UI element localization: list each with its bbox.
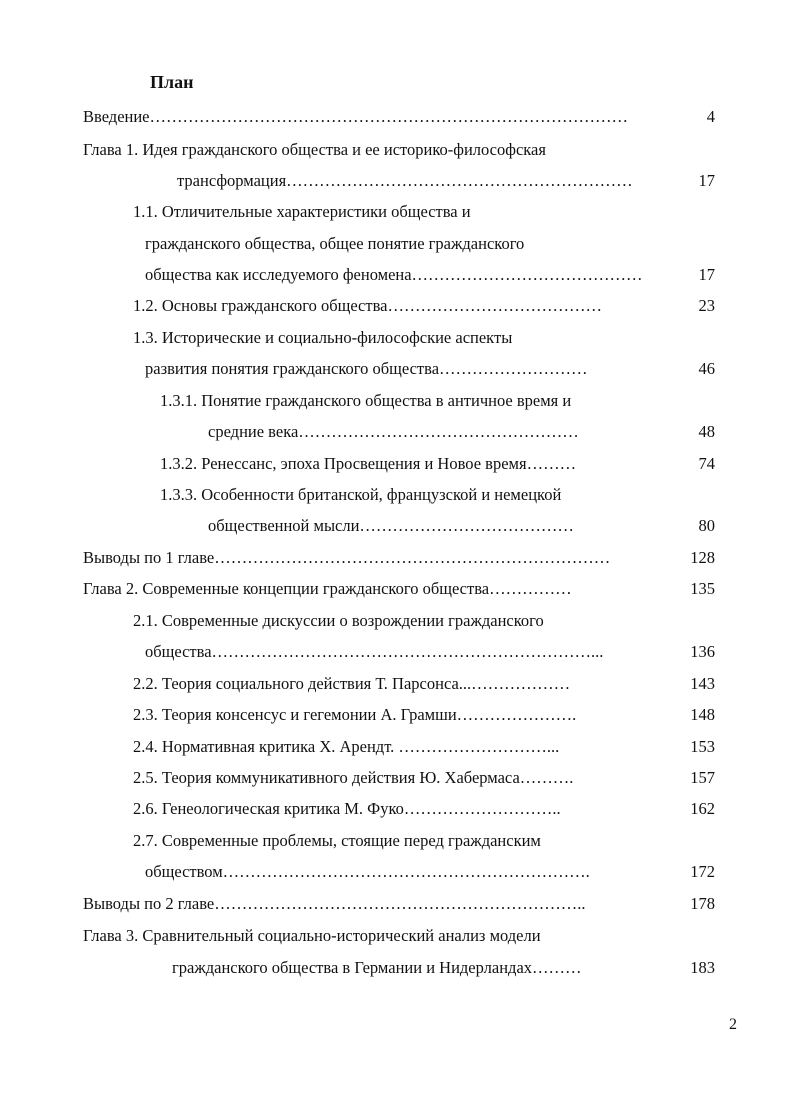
toc-line: развития понятия гражданского общества……………………… bbox=[145, 359, 588, 378]
toc-line: 1.3. Исторические и социально-философские аспекты bbox=[133, 328, 513, 347]
toc-page-number: 162 bbox=[690, 799, 715, 818]
toc-line: 1.2. Основы гражданского общества………………………………… bbox=[133, 296, 602, 315]
toc-page-number: 17 bbox=[698, 265, 715, 284]
toc-page-number: 157 bbox=[690, 768, 715, 787]
toc-page-number: 46 bbox=[698, 359, 715, 378]
toc-line: 2.3. Теория консенсус и гегемонии А. Грамши…………………. bbox=[133, 705, 577, 724]
toc-page-number: 136 bbox=[690, 642, 715, 661]
toc-line: 2.5. Теория коммуникативного действия Ю. Хабермаса………. bbox=[133, 768, 574, 787]
toc-line: 1.3.1. Понятие гражданского общества в античное время и bbox=[160, 391, 572, 410]
toc-page-number: 153 bbox=[690, 737, 715, 756]
toc-line: общества……………………………………………………………... bbox=[145, 642, 604, 661]
toc-line: трансформация……………………………………………………… bbox=[177, 171, 633, 190]
toc-page-number: 4 bbox=[706, 107, 715, 126]
toc-line: 2.1. Современные дискуссии о возрождении гражданского bbox=[133, 611, 544, 630]
toc-line: Глава 1. Идея гражданского общества и ее историко-философская bbox=[83, 140, 546, 159]
toc-page-number: 135 bbox=[690, 579, 715, 598]
toc-line: Глава 3. Сравнительный социально-исторический анализ модели bbox=[83, 926, 541, 945]
toc-line: средние века…………………………………………… bbox=[208, 422, 579, 441]
toc-line: Выводы по 1 главе……………………………………………………………… bbox=[83, 548, 611, 567]
toc-line: гражданского общества, общее понятие гражданского bbox=[145, 234, 525, 253]
toc-line: обществом…………………………………………………………. bbox=[145, 862, 590, 881]
page-number: 2 bbox=[729, 1016, 737, 1033]
toc-line: 2.2. Теория социального действия Т. Парсонса...……………… bbox=[133, 674, 571, 693]
toc-page-number: 17 bbox=[698, 171, 715, 190]
toc-line: 1.3.2. Ренессанс, эпоха Просвещения и Новое время……… bbox=[160, 454, 577, 473]
toc-line: общественной мысли………………………………… bbox=[208, 516, 574, 535]
toc-title: План bbox=[150, 72, 194, 92]
toc-page-number: 74 bbox=[698, 454, 715, 473]
toc-page-number: 178 bbox=[690, 894, 715, 913]
toc-line: 1.1. Отличительные характеристики общества и bbox=[133, 202, 471, 221]
toc-line: 2.6. Генеологическая критика М. Фуко……………………….. bbox=[133, 799, 561, 818]
toc-page-number: 143 bbox=[690, 674, 715, 693]
toc-page-number: 183 bbox=[690, 958, 715, 977]
toc-line: гражданского общества в Германии и Нидерландах……… bbox=[172, 958, 582, 977]
toc-line: Выводы по 2 главе………………………………………………………….. bbox=[83, 894, 586, 913]
toc-line: 2.4. Нормативная критика Х. Арендт. ………………………... bbox=[133, 737, 560, 756]
toc-page-number: 80 bbox=[698, 516, 715, 535]
toc-line: Введение…………………………………………………………………………… bbox=[83, 107, 629, 126]
toc-line: Глава 2. Современные концепции гражданского общества…………… bbox=[83, 579, 572, 598]
toc-line: 1.3.3. Особенности британской, французской и немецкой bbox=[160, 485, 562, 504]
toc-page-number: 148 bbox=[690, 705, 715, 724]
toc-line: 2.7. Современные проблемы, стоящие перед гражданским bbox=[133, 831, 541, 850]
toc-page-number: 48 bbox=[698, 422, 715, 441]
toc-line: общества как исследуемого феномена…………………………………… bbox=[145, 265, 643, 284]
toc-page-number: 172 bbox=[690, 862, 715, 881]
toc-page-number: 128 bbox=[690, 548, 715, 567]
toc-page-number: 23 bbox=[698, 296, 715, 315]
